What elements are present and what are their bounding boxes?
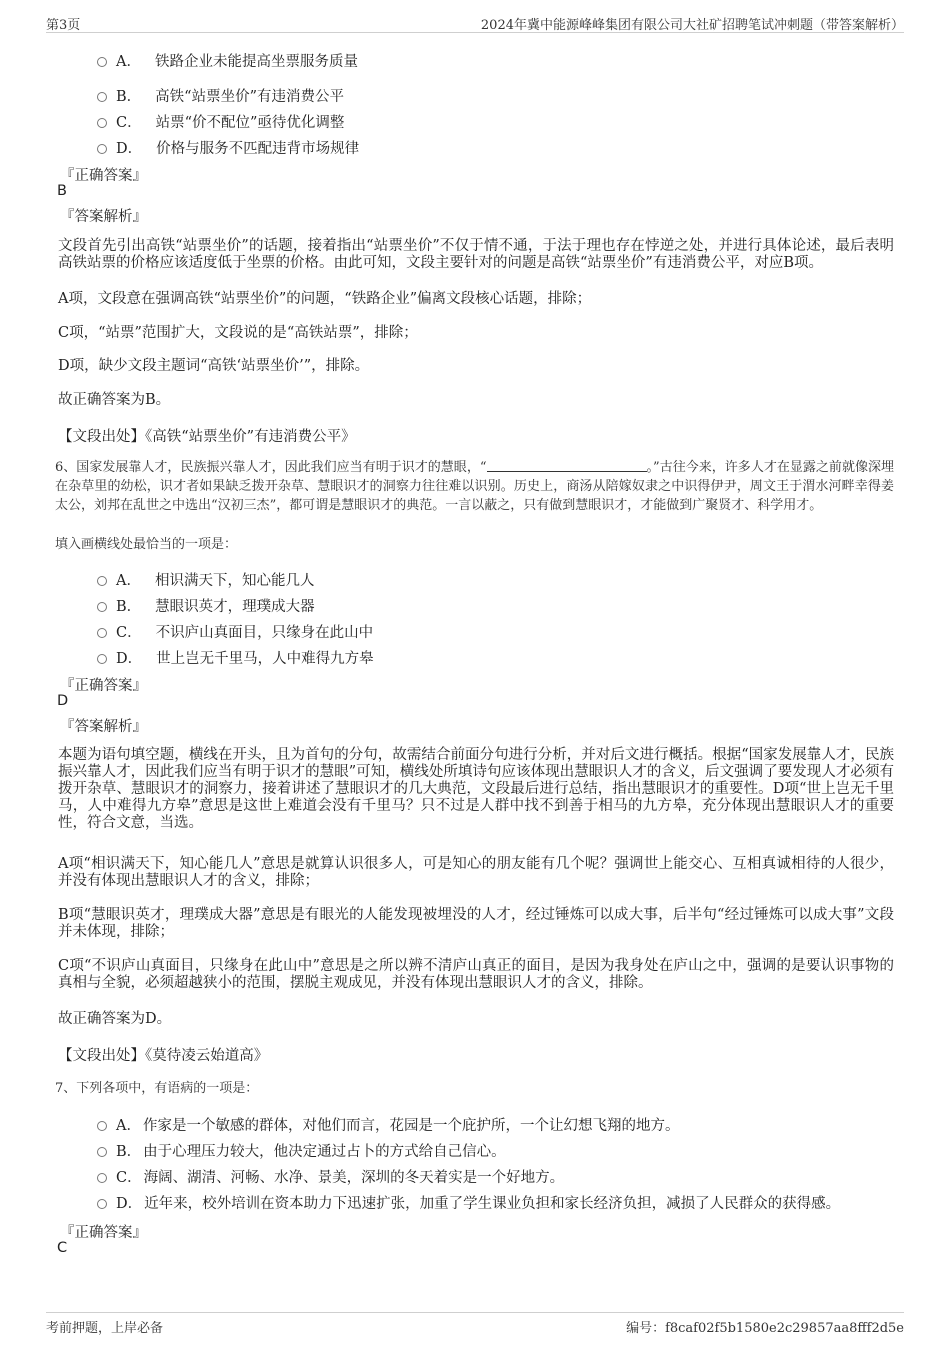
- q5-source: 【文段出处】《高铁“站票坐价”有违消费公平》: [58, 429, 356, 445]
- q5-analysis-paragraph: C项，“站票”范围扩大，文段说的是“高铁站票”，排除；: [58, 325, 418, 341]
- q5-analysis-paragraph: 故正确答案为B。: [58, 392, 171, 408]
- q5-analysis-paragraph: 文段首先引出高铁“站票坐价”的话题，接着指出“站票坐价”不仅于情不通，于法于理也存在悖逆之处，并进行具体论述，最后表明高铁站票的价格应该适度低于坐票的价格。由此可知，文段主要针对的问题是高铁“站票坐价”有违消费公平，对应B项。: [58, 238, 894, 271]
- q7-option-c[interactable]: C． 海阔、湖清、河畅、水净、景美，深圳的冬天着实是一个好地方。: [97, 1166, 564, 1188]
- q6-source: 【文段出处】《莫待凌云始道高》: [58, 1048, 269, 1064]
- q6-answer: D: [57, 693, 69, 709]
- radio-icon[interactable]: [97, 1173, 107, 1183]
- footer-slogan: 考前押题，上岸必备: [46, 1321, 164, 1336]
- radio-icon[interactable]: [97, 1147, 107, 1157]
- q7-option-d[interactable]: D． 近年来，校外培训在资本助力下迅速扩张，加重了学生课业负担和家长经济负担，减损了人民群众的获得感。: [97, 1192, 840, 1214]
- q5-option-c[interactable]: C． 站票“价不配位”亟待优化调整: [97, 111, 344, 133]
- q6-option-d[interactable]: D． 世上岂无千里马，人中难得九方皋: [97, 647, 374, 669]
- q7-option-a[interactable]: A． 作家是一个敏感的群体，对他们而言，花园是一个庇护所，一个让幻想飞翔的地方。: [97, 1114, 679, 1136]
- q6-analysis-paragraph: C项“不识庐山真面目，只缘身在此山中”意思是之所以辨不清庐山真正的面目，是因为我身处在庐山之中，强调的是要认识事物的真相与全貌，必须超越狭小的范围，摆脱主观成见，并没有体现出慧眼识人才的含义，排除。: [58, 958, 894, 991]
- q6-instruction: 填入画横线处最恰当的一项是：: [55, 537, 238, 552]
- q6-analysis-paragraph: 故正确答案为D。: [58, 1011, 172, 1027]
- q7-answer-label: 『正确答案』: [60, 1225, 147, 1241]
- q7-stem: 7、下列各项中，有语病的一项是：: [55, 1081, 259, 1096]
- q5-analysis-paragraph: D项，缺少文段主题词“高铁‘站票坐价’”，排除。: [58, 358, 370, 374]
- q6-stem: 6、国家发展靠人才，民族振兴靠人才，因此我们应当有明于识才的慧眼，“ 。”古往今来，许多人才在显露之前就像深埋在杂草里的幼松，识才者如果缺乏拨开杂草、慧眼识才的洞察力往往难以识别。历史上，商汤从陪嫁奴隶之中识得伊尹，周文王于渭水河畔幸得姜太公，刘邦在乱世之中选出“汉初三杰”，都可谓是慧眼识才的典范。一言以蔽之，只有做到慧眼识才，才能做到广聚贤才、科学用才。: [55, 460, 894, 513]
- q7-option-b[interactable]: B． 由于心理压力较大，他决定通过占卜的方式给自己信心。: [97, 1140, 506, 1162]
- radio-icon[interactable]: [97, 57, 107, 67]
- radio-icon[interactable]: [97, 602, 107, 612]
- q6-answer-label: 『正确答案』: [60, 678, 147, 694]
- radio-icon[interactable]: [97, 92, 107, 102]
- q5-analysis-paragraph: A项，文段意在强调高铁“站票坐价”的问题，“铁路企业”偏离文段核心话题，排除；: [58, 291, 592, 307]
- q6-analysis-paragraph: 本题为语句填空题，横线在开头，且为首句的分句，故需结合前面分句进行分析，并对后文进行概括。根据“国家发展靠人才，民族振兴靠人才，因此我们应当有明于识才的慧眼”可知，横线处所填诗句应该体现出慧眼识人才的含义，后文强调了要发现人才必须有拨开杂草、慧眼识才的洞察力，接着讲述了慧眼识才的几大典范，文段最后进行总结，指出慧眼识才的重要性。D项“世上岂无千里马，人中难得九方皋”意思是这世上难道会没有千里马？只不过是人群中找不到善于相马的九方皋，充分体现出慧眼识人才的重要性，符合文意，当选。: [58, 747, 894, 831]
- document-title: 2024年冀中能源峰峰集团有限公司大社矿招聘笔试冲刺题（带答案解析）: [480, 18, 904, 33]
- q7-answer: C: [57, 1240, 68, 1256]
- radio-icon[interactable]: [97, 1121, 107, 1131]
- radio-icon[interactable]: [97, 576, 107, 586]
- fill-blank[interactable]: [487, 459, 647, 472]
- radio-icon[interactable]: [97, 144, 107, 154]
- q5-answer-label: 『正确答案』: [60, 168, 147, 184]
- q6-analysis-label: 『答案解析』: [60, 719, 147, 735]
- document-id: 编号：f8caf02f5b1580e2c29857aa8fff2d5e: [626, 1321, 904, 1336]
- page-footer: [46, 1312, 904, 1335]
- radio-icon[interactable]: [97, 118, 107, 128]
- q5-option-d[interactable]: D． 价格与服务不匹配违背市场规律: [97, 137, 359, 159]
- q5-answer: B: [57, 183, 67, 199]
- q5-option-a[interactable]: A． 铁路企业未能提高坐票服务质量: [97, 50, 358, 72]
- radio-icon[interactable]: [97, 1199, 107, 1209]
- page-header: [46, 12, 904, 33]
- q6-option-c[interactable]: C． 不识庐山真面目，只缘身在此山中: [97, 621, 373, 643]
- q5-option-b[interactable]: B． 高铁“站票坐价”有违消费公平: [97, 85, 344, 107]
- q6-analysis-paragraph: A项“相识满天下，知心能几人”意思是就算认识很多人，可是知心的朋友能有几个呢？强调世上能交心、互相真诚相待的人很少，并没有体现出慧眼识人才的含义，排除；: [58, 856, 894, 889]
- q6-option-a[interactable]: A． 相识满天下，知心能几人: [97, 569, 314, 591]
- q6-option-b[interactable]: B． 慧眼识英才，理璞成大器: [97, 595, 315, 617]
- q5-analysis-label: 『答案解析』: [60, 209, 147, 225]
- radio-icon[interactable]: [97, 654, 107, 664]
- radio-icon[interactable]: [97, 628, 107, 638]
- page-number: 第3页: [46, 18, 81, 33]
- q6-analysis-paragraph: B项“慧眼识英才，理璞成大器”意思是有眼光的人能发现被埋没的人才，经过锤炼可以成大事，后半句“经过锤炼可以成大事”文段并未体现，排除；: [58, 907, 894, 940]
